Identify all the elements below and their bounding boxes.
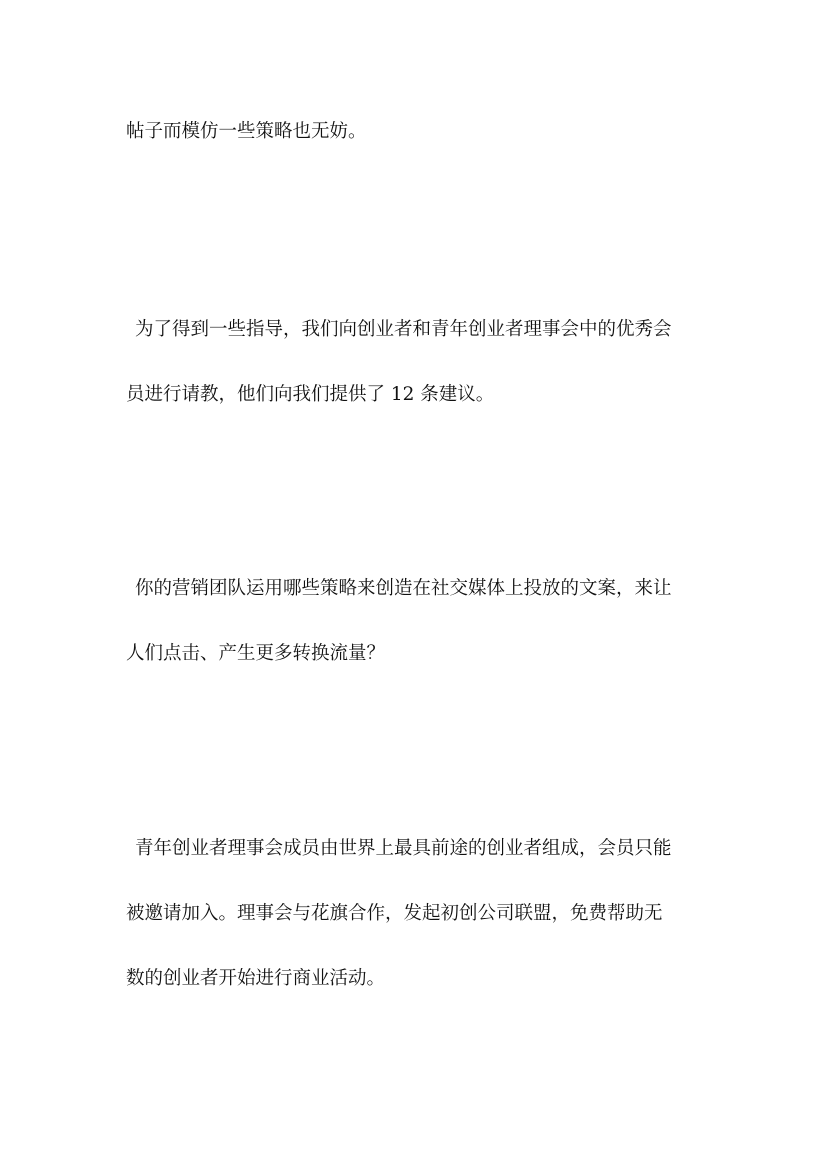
paragraph-3-line-2: 人们点击、产生更多转换流量？ xyxy=(126,643,386,664)
paragraph-2-line-1: 为了得到一些指导，我们向创业者和青年创业者理事会中的优秀会 xyxy=(135,319,672,340)
paragraph-1-line-1: 帖子而模仿一些策略也无妨。 xyxy=(126,121,367,142)
paragraph-4-line-1: 青年创业者理事会成员由世界上最具前途的创业者组成，会员只能 xyxy=(135,838,672,859)
paragraph-2-line-2: 员进行请教，他们向我们提供了 12 条建议。 xyxy=(126,384,495,405)
paragraph-4-line-2: 被邀请加入。理事会与花旗合作，发起初创公司联盟，免费帮助无 xyxy=(126,903,663,924)
paragraph-4-line-3: 数的创业者开始进行商业活动。 xyxy=(126,968,386,989)
paragraph-3-line-1: 你的营销团队运用哪些策略来创造在社交媒体上投放的文案，来让 xyxy=(135,578,672,599)
